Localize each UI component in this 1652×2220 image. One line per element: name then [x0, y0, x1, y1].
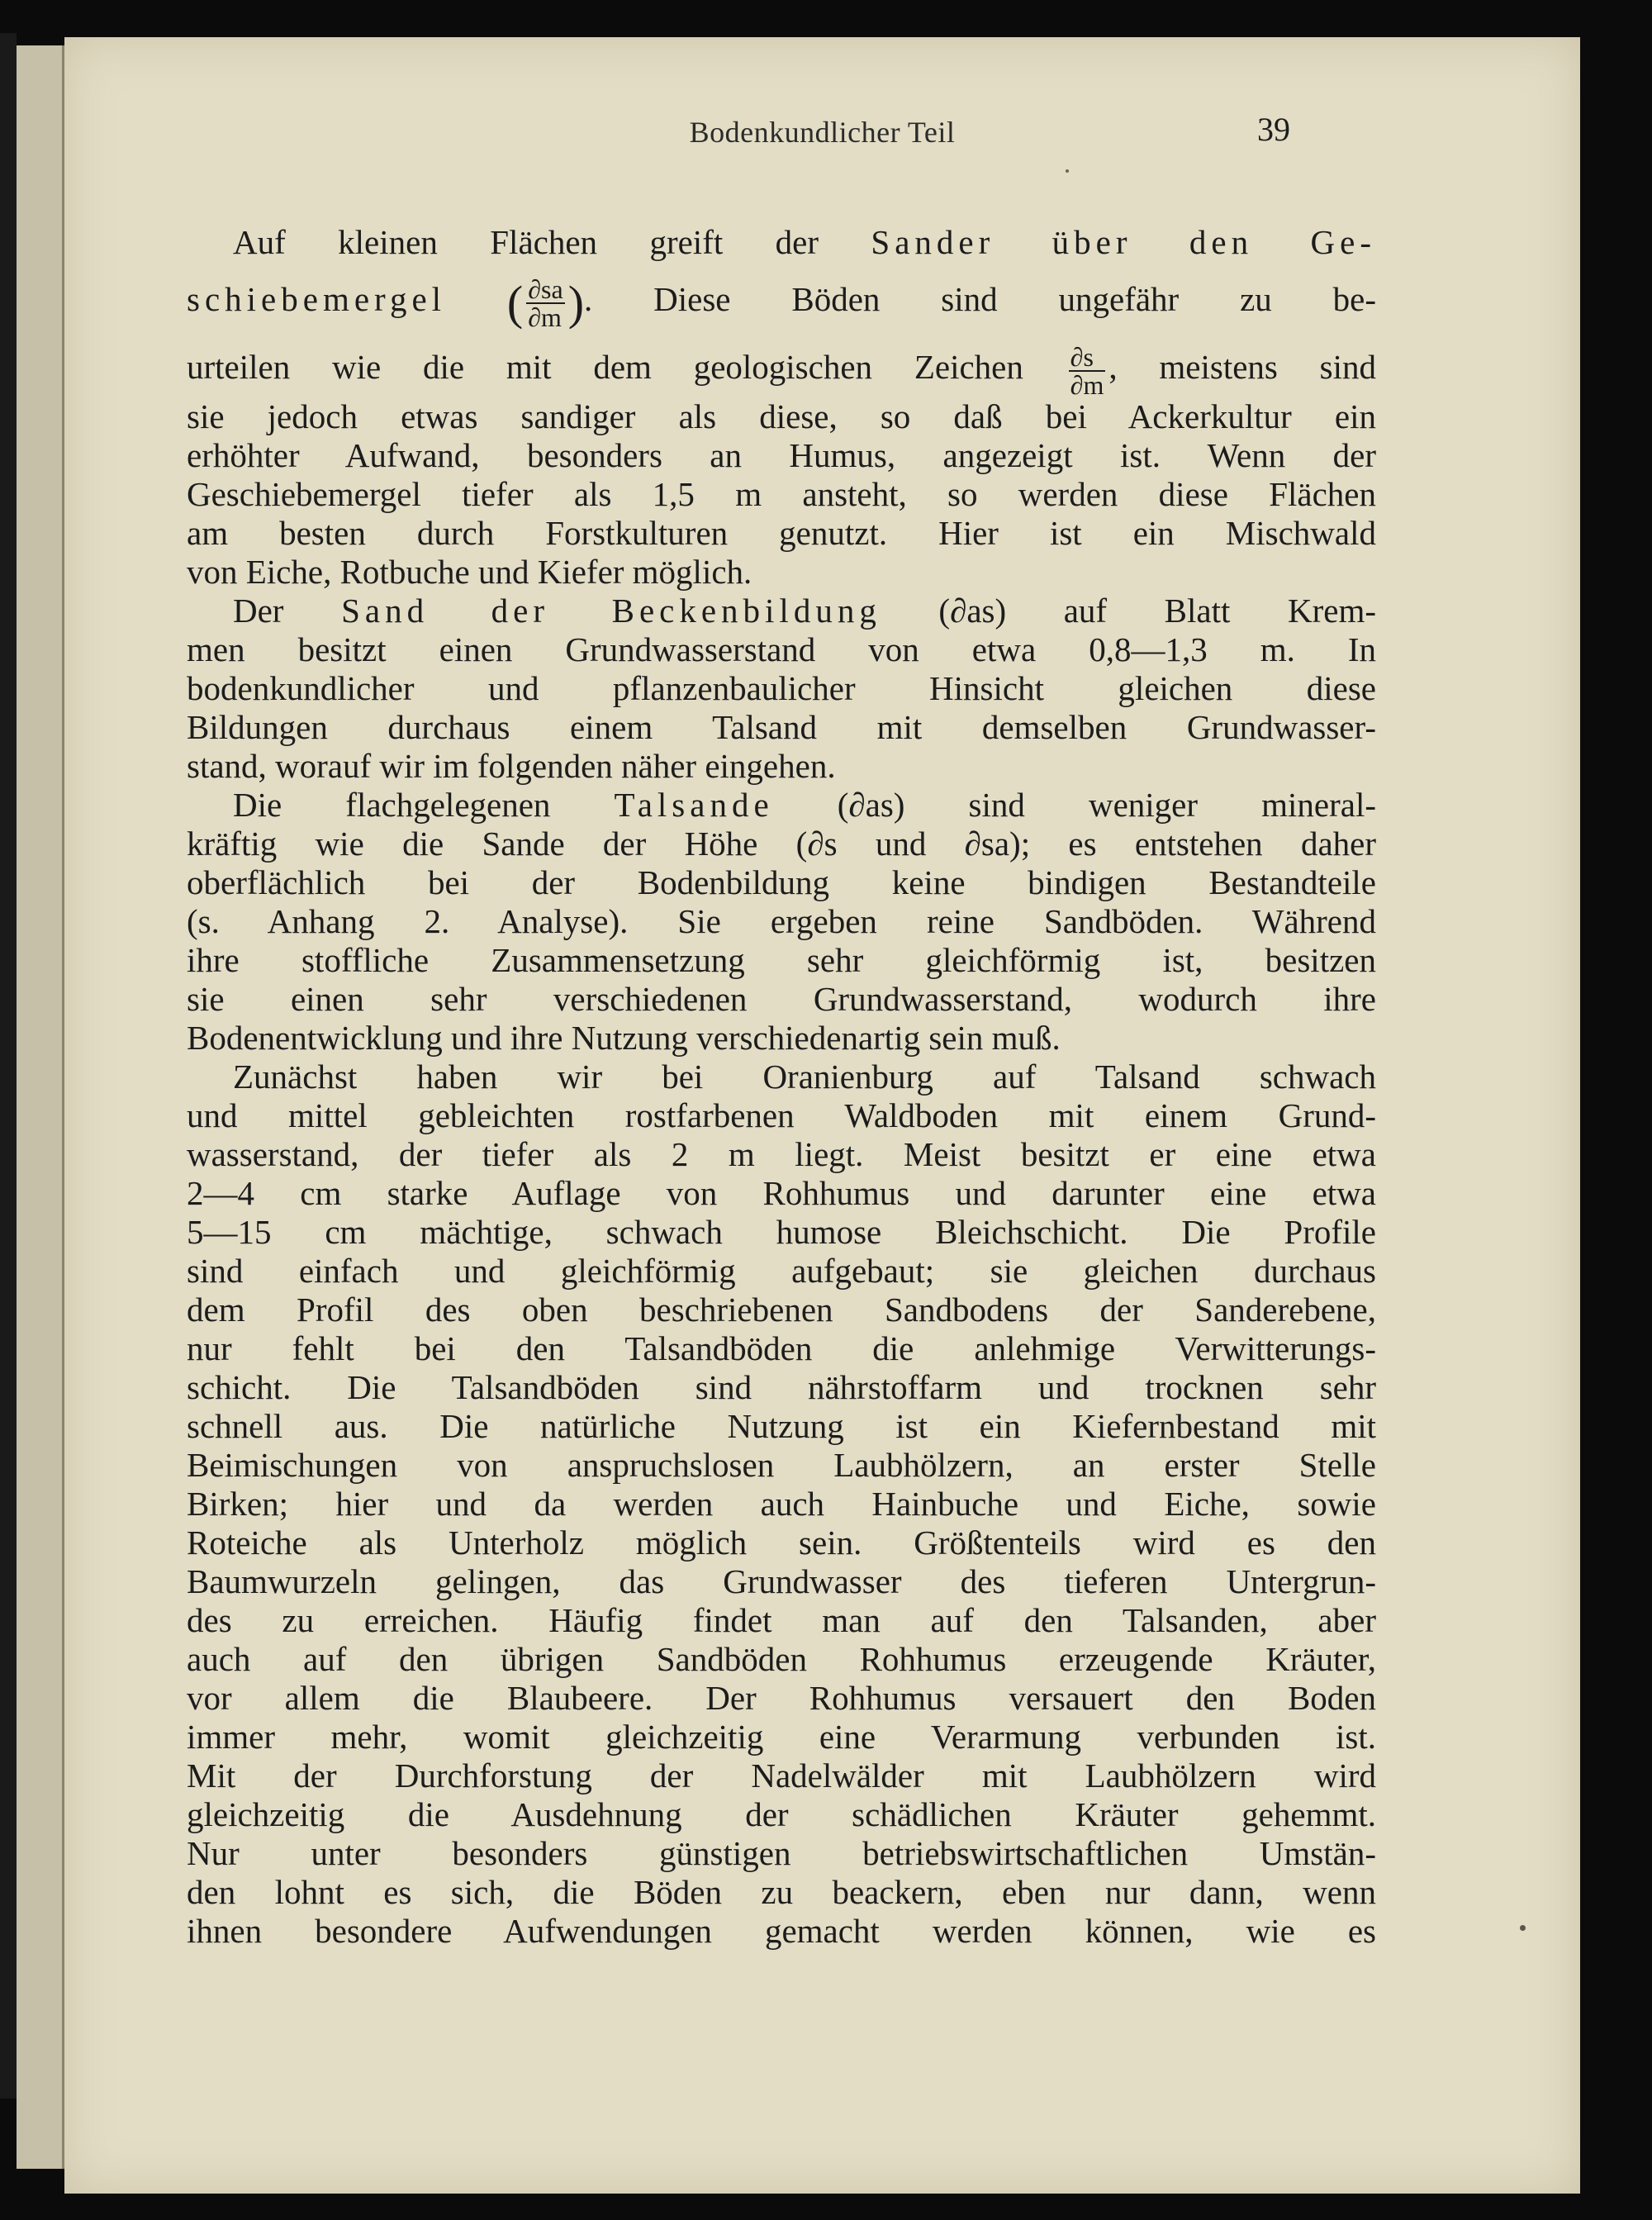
text-line: Auf kleinen Flächen greift der Sander über den Ge-	[233, 223, 1376, 261]
text-line: immer mehr, womit gleichzeitig eine Verarmung verbunden ist.	[187, 1718, 1376, 1756]
text-line: schicht. Die Talsandböden sind nährstoffarm und trocknen sehr	[187, 1368, 1376, 1406]
text-line: erhöhter Aufwand, besonders an Humus, angezeigt ist. Wenn der	[187, 436, 1376, 474]
text-line: Birken; hier und da werden auch Hainbuche und Eiche, sowie	[187, 1485, 1376, 1523]
speck	[1066, 169, 1069, 173]
text-line: Mit der Durchforstung der Nadelwälder mit Laubhölzern wird	[187, 1757, 1376, 1795]
text-line: bodenkundlicher und pflanzenbaulicher Hinsicht gleichen diese	[187, 669, 1376, 707]
text-line: vor allem die Blaubeere. Der Rohhumus versauert den Boden	[187, 1679, 1376, 1717]
text-line: 5—15 cm mächtige, schwach humose Bleichschicht. Die Profile	[187, 1213, 1376, 1251]
previous-page-edge	[17, 45, 64, 2169]
text-line: kräftig wie die Sande der Höhe (∂s und ∂sa); es entstehen daher	[187, 825, 1376, 863]
text-line: urteilen wie die mit dem geologischen Zeichen $\frac{\partial s}{\partial m}$ , meistens sind	[187, 341, 1377, 400]
running-title: Bodenkundlicher Teil	[689, 116, 956, 149]
text-line: des zu erreichen. Häufig findet man auf den Talsanden, aber	[187, 1601, 1376, 1639]
text-line: oberflächlich bei der Bodenbildung keine bindigen Bestandteile	[187, 863, 1376, 901]
text-line: von Eiche, Rotbuche und Kiefer möglich.	[187, 553, 752, 591]
text-line: schnell aus. Die natürliche Nutzung ist ein Kiefernbestand mit	[187, 1407, 1376, 1445]
scan-border	[0, 33, 17, 2099]
formula-s-over-m: $\frac{\partial s}{\partial m}$	[1070, 341, 1104, 400]
text-line: wasserstand, der tiefer als 2 m liegt. Meist besitzt er eine etwa	[187, 1135, 1376, 1173]
text-line: auch auf den übrigen Sandböden Rohhumus erzeugende Kräuter,	[187, 1640, 1376, 1678]
text-line: sie jedoch etwas sandiger als diese, so daß bei Ackerkultur ein	[187, 397, 1376, 435]
formula-sa-over-m: $\frac{\partial sa}{\partial m}$	[528, 273, 563, 332]
text-line: dem Profil des oben beschriebenen Sandbodens der Sanderebene,	[187, 1291, 1376, 1329]
text-line: Die flachgelegenen Talsande (∂as) sind weniger mineral-	[233, 786, 1376, 824]
text-line: (s. Anhang 2. Analyse). Sie ergeben reine Sandböden. Während	[187, 902, 1376, 940]
text-line: sind einfach und gleichförmig aufgebaut; sie gleichen durchaus	[187, 1252, 1376, 1290]
page-number: 39	[1257, 111, 1290, 148]
text-line: am besten durch Forstkulturen genutzt. Hier ist ein Mischwald	[187, 514, 1376, 552]
text-line: Nur unter besonders günstigen betriebswirtschaftlichen Umstän-	[187, 1834, 1376, 1872]
text-line: sie einen sehr verschiedenen Grundwasserstand, wodurch ihre	[187, 980, 1376, 1018]
speck	[1520, 1925, 1526, 1931]
text-line: schiebemergel ( $\frac{\partial sa}{\partial m}$ ). Diese Böden sind ungefähr zu be-	[187, 273, 1377, 332]
text-line: nur fehlt bei den Talsandböden die anlehmige Verwitterungs-	[187, 1329, 1376, 1367]
text-line: und mittel gebleichten rostfarbenen Waldboden mit einem Grund-	[187, 1096, 1376, 1134]
spaced-term: Sand der Beckenbildung	[341, 592, 881, 630]
spaced-term: Sander über den Ge-	[871, 223, 1376, 261]
spaced-term: schiebemergel	[187, 280, 447, 318]
book-page	[64, 37, 1580, 2194]
text-line: men besitzt einen Grundwasserstand von etwa 0,8—1,3 m. In	[187, 630, 1376, 668]
text-line: Geschiebemergel tiefer als 1,5 m ansteht, so werden diese Flächen	[187, 475, 1376, 513]
text-line: den lohnt es sich, die Böden zu beackern, eben nur dann, wenn	[187, 1873, 1376, 1911]
text-line: Zunächst haben wir bei Oranienburg auf Talsand schwach	[233, 1058, 1376, 1096]
body-text	[187, 223, 1376, 1951]
text-line: 2—4 cm starke Auflage von Rohhumus und darunter eine etwa	[187, 1174, 1376, 1212]
spaced-term: Talsande	[614, 786, 774, 824]
running-header	[64, 105, 1580, 163]
text-line: stand, worauf wir im folgenden näher eingehen.	[187, 747, 836, 785]
text-line: Roteiche als Unterholz möglich sein. Größtenteils wird es den	[187, 1524, 1376, 1562]
text-line: Bodenentwicklung und ihre Nutzung verschiedenartig sein muß.	[187, 1019, 1061, 1057]
text-line: Bildungen durchaus einem Talsand mit demselben Grundwasser-	[187, 708, 1376, 746]
text-line: gleichzeitig die Ausdehnung der schädlichen Kräuter gehemmt.	[187, 1795, 1376, 1833]
text-line: Der Sand der Beckenbildung (∂as) auf Blatt Krem-	[233, 592, 1376, 630]
text-line: Baumwurzeln gelingen, das Grundwasser des tieferen Untergrun-	[187, 1562, 1376, 1600]
text-line: ihnen besondere Aufwendungen gemacht werden können, wie es	[187, 1912, 1376, 1950]
text-line: Beimischungen von anspruchslosen Laubhölzern, an erster Stelle	[187, 1446, 1376, 1484]
text-line: ihre stoffliche Zusammensetzung sehr gleichförmig ist, besitzen	[187, 941, 1376, 979]
